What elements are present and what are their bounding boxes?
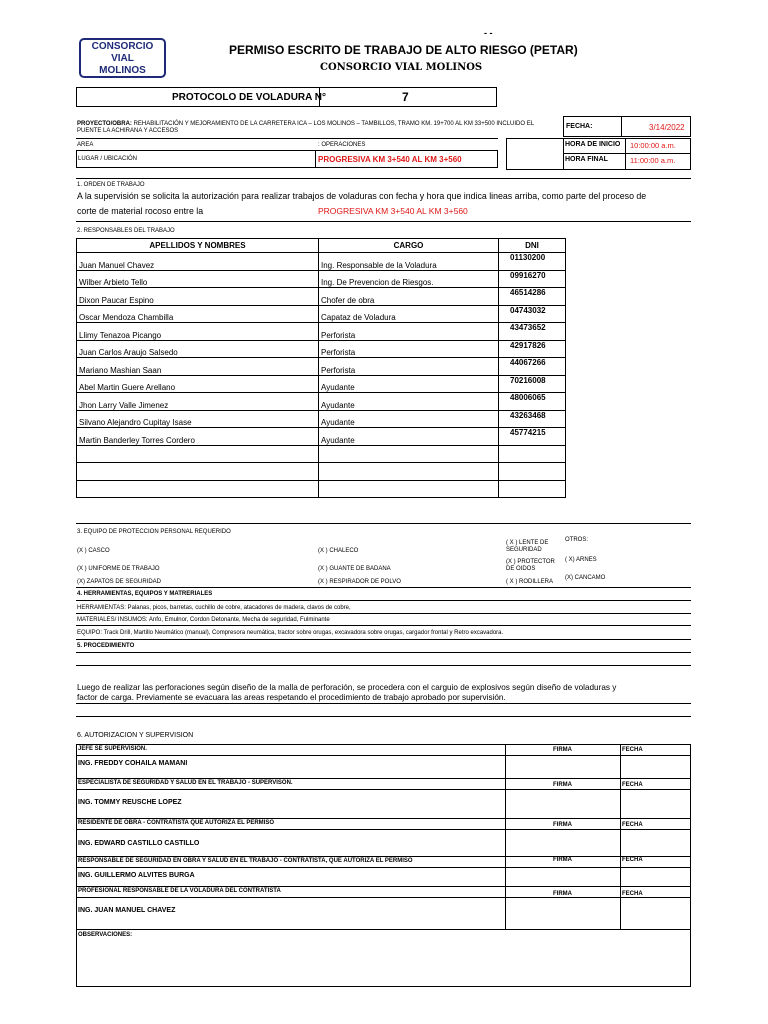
fecha-label: FECHA <box>622 822 643 828</box>
cell-nombre <box>77 480 319 498</box>
table-row <box>77 393 566 411</box>
cell-dni <box>499 445 566 463</box>
auth-name: ING. JUAN MANUEL CHAVEZ <box>78 907 176 914</box>
page-title: PERMISO ESCRITO DE TRABAJO DE ALTO RIESGO (PETAR) <box>229 43 578 57</box>
hora-inicio-label: HORA DE INICIO <box>565 141 621 148</box>
procedimiento-title: 5. PROCEDIMIENTO <box>77 643 135 649</box>
cell-nombre: Mariano Mashian Saan <box>77 358 319 376</box>
cell-cargo: Ing. Responsable de la Voladura <box>319 253 499 271</box>
auth-role: JEFE SE SUPERVISION. <box>78 746 147 752</box>
table-row <box>77 340 566 358</box>
fecha-value: 3/14/2022 <box>649 123 685 132</box>
table-row <box>77 480 566 498</box>
epp-chaleco: (X ) CHALECO <box>318 548 359 554</box>
auth-name: ING. EDWARD CASTILLO CASTILLO <box>78 840 200 847</box>
cell-dni: 45774215 <box>499 428 566 446</box>
fecha-label: FECHA <box>622 747 643 753</box>
divider <box>76 867 505 868</box>
auth-name: ING. GUILLERMO ALVITES BURGA <box>78 872 195 879</box>
herramientas-title: 4. HERRAMIENTAS, EQUIPOS Y MATRERIALES <box>77 591 213 597</box>
hora-inicio-value: 10:00:00 a.m. <box>630 141 676 150</box>
cell-nombre <box>77 445 319 463</box>
cell-dni: 04743032 <box>499 305 566 323</box>
epp-title: 3. EQUIPO DE PROTECCION PERSONAL REQUERIDO <box>77 529 231 535</box>
protocol-label: PROTOCOLO DE VOLADURA N° <box>172 92 327 103</box>
cell-cargo: Perforista <box>319 340 499 358</box>
cell-dni: 09916270 <box>499 270 566 288</box>
hora-final-value: 11:00:00 a.m. <box>630 156 676 165</box>
table-row <box>77 288 566 306</box>
lugar-label: LUGAR / UBICACIÓN <box>78 156 138 162</box>
company-logo <box>79 38 166 78</box>
col-header-dni: DNI <box>499 239 566 253</box>
herramientas-line-1: HERRAMIENTAS: Palanas, picos, barretas, cuchillo de cobre, atacadores de madera, clavos de cobre, <box>77 605 351 611</box>
auth-role: RESPONSABLE DE SEGURIDAD EN OBRA Y SALUD EN EL TRABAJO - CONTRATISTA, QUE AUTORIZA EL PERMISO <box>78 858 413 864</box>
cell-cargo: Ayudante <box>319 428 499 446</box>
cell-cargo: Ayudante <box>319 375 499 393</box>
procedimiento-text <box>77 683 692 703</box>
responsables-title: 2. RESPONSABLES DEL TRABAJO <box>77 228 175 234</box>
fecha-label: FECHA: <box>566 123 593 130</box>
table-row <box>77 358 566 376</box>
fecha-label: FECHA <box>622 857 643 863</box>
cell-cargo: Ayudante <box>319 393 499 411</box>
divider <box>76 778 691 779</box>
auth-role: ESPECIALISTA DE SEGURIDAD Y SALUD EN EL TRABAJO - SUPERVISON. <box>78 780 293 786</box>
table-row <box>77 305 566 323</box>
project-label: PROYECTO/OBRA: <box>77 121 132 127</box>
divider <box>505 789 691 790</box>
orden-line-1: A la supervisión se solicita la autorización para realizar trabajos de voladuras con fecha y hora que indica lineas arriba, como parte del proceso de <box>77 191 647 201</box>
auth-role: RESIDENTE DE OBRA - CONTRATISTA QUE AUTORIZA EL PERMISO <box>78 820 275 826</box>
area-value: : OPERACIONES <box>318 142 366 148</box>
epp-protector: (X ) PROTECTOR DE OIDOS <box>506 559 555 572</box>
epp-rodillera: ( X ) RODILLERA <box>506 579 554 585</box>
divider <box>505 867 691 868</box>
divider <box>76 886 691 887</box>
fecha-label: FECHA <box>622 782 643 788</box>
fecha-label: FECHA <box>622 891 643 897</box>
cell-cargo: Perforista <box>319 358 499 376</box>
cell-nombre: Juan Manuel Chavez <box>77 253 319 271</box>
cell-nombre <box>77 463 319 481</box>
divider <box>505 897 691 898</box>
herramientas-line-3: EQUIPO: Track Drill, Martillo Neumático (manual), Compresora neumática, tractor sobre orugas, excavadora sobre orugas, cargador frontal y Retro excavadora. <box>77 630 504 636</box>
cell-dni: 70216008 <box>499 375 566 393</box>
cell-dni <box>499 463 566 481</box>
cell-nombre: Abel Martin Guere Arellano <box>77 375 319 393</box>
divider <box>76 829 505 830</box>
divider <box>76 789 505 790</box>
cell-dni: 46514286 <box>499 288 566 306</box>
divider <box>76 897 505 898</box>
auth-name: ING. TOMMY REUSCHE LOPEZ <box>78 799 182 806</box>
logo-line-1: CONSORCIO <box>91 41 154 52</box>
cell-cargo: Chofer de obra <box>319 288 499 306</box>
epp-otros: OTROS: <box>565 537 589 543</box>
divider <box>76 818 691 819</box>
table-row <box>77 428 566 446</box>
divider <box>505 755 691 756</box>
logo-line-2: VIAL <box>111 53 134 64</box>
project-text: REHABILITACIÓN Y MEJORAMIENTO DE LA CARRETERA ICA – LOS MOLINOS – TAMBILLOS, TRAMO KM. 19+700 AL KM 33+500 INCLUIDO EL PUENTE LA ACHIRANA Y ACCESOS <box>77 121 534 134</box>
protocol-number: 7 <box>402 90 409 104</box>
cell-cargo <box>319 480 499 498</box>
area-label: AREA <box>77 142 94 148</box>
cell-cargo: Capataz de Voladura <box>319 305 499 323</box>
epp-guante: (X ) GUANTE DE BADANA <box>318 566 391 572</box>
table-row <box>77 410 566 428</box>
firma-label: FIRMA <box>553 782 572 788</box>
orden-progresiva: PROGRESIVA KM 3+540 AL KM 3+560 <box>318 206 468 216</box>
cell-dni: 43473652 <box>499 323 566 341</box>
firma-label: FIRMA <box>553 747 572 753</box>
col-header-nombres: APELLIDOS Y NOMBRES <box>77 239 319 253</box>
page-subtitle: CONSORCIO VIAL MOLINOS <box>320 62 483 73</box>
autorizacion-title: 6. AUTORIZACION Y SUPERVISION <box>77 732 194 739</box>
divider <box>76 755 505 756</box>
procedimiento-line-1: Luego de realizar las perforaciones según diseño de la malla de perforación, se procedera con el carguio de explosivos según diseño de voladuras y <box>77 683 617 692</box>
cell-nombre: Dixon Paucar Espino <box>77 288 319 306</box>
auth-role: PROFESIONAL RESPONSABLE DE LA VOLADURA DEL CONTRATISTA <box>78 888 281 894</box>
cell-nombre: Oscar Mendoza Chambilla <box>77 305 319 323</box>
logo-line-3: MOLINOS <box>99 65 146 76</box>
responsables-table <box>76 238 566 498</box>
cell-dni: 44067266 <box>499 358 566 376</box>
observaciones-label: OBSERVACIONES: <box>78 932 133 938</box>
cell-dni <box>499 480 566 498</box>
cell-dni: 43263468 <box>499 410 566 428</box>
divider <box>76 856 691 857</box>
epp-uniforme: (X ) UNIFORME DE TRABAJO <box>77 566 160 572</box>
epp-lente: ( X ) LENTE DE SEGURIDAD <box>506 540 549 553</box>
orden-line-2: corte de material rocoso entre la <box>77 206 204 216</box>
cell-cargo: Ayudante <box>319 410 499 428</box>
cell-nombre: Juan Carlos Araujo Salsedo <box>77 340 319 358</box>
col-header-cargo: CARGO <box>319 239 499 253</box>
cell-dni: 01130200 <box>499 253 566 271</box>
table-row <box>77 253 566 271</box>
epp-respirador: (X ) RESPIRADOR DE POLVO <box>318 579 401 585</box>
cell-nombre: Wilber Arbieto Tello <box>77 270 319 288</box>
cell-nombre: Llimy Tenazoa Picango <box>77 323 319 341</box>
firma-label: FIRMA <box>553 891 572 897</box>
epp-zapatos: (X) ZAPATOS DE SEGURIDAD <box>77 579 162 585</box>
cell-cargo: Ing. De Prevencion de Riesgos. <box>319 270 499 288</box>
table-row <box>77 323 566 341</box>
project-description <box>77 121 547 135</box>
epp-cancamo: (X) CANCAMO <box>565 575 606 581</box>
header-mark: - - <box>484 28 493 38</box>
cell-nombre: Martin Banderley Torres Cordero <box>77 428 319 446</box>
table-row <box>77 270 566 288</box>
divider <box>76 929 691 930</box>
epp-casco: (X ) CASCO <box>77 548 110 554</box>
firma-label: FIRMA <box>553 857 572 863</box>
orden-title: 1. ORDEN DE TRABAJO <box>77 182 145 188</box>
divider <box>505 829 691 830</box>
cell-nombre: Jhon Larry Valle Jimenez <box>77 393 319 411</box>
auth-name: ING. FREDDY COHAILA MAMANI <box>78 760 188 767</box>
cell-cargo <box>319 445 499 463</box>
procedimiento-line-2: factor de carga. Previamente se evacuara las areas respetando el procedimiento de trabajo aprobado por supervisión. <box>77 693 506 702</box>
cell-cargo <box>319 463 499 481</box>
cell-cargo: Perforista <box>319 323 499 341</box>
cell-dni: 48006065 <box>499 393 566 411</box>
herramientas-line-2: MATERIALES/ INSUMOS: Anfo, Emulnor, Cordon Detonante, Mecha de seguridad, Fulminante <box>77 617 330 623</box>
cell-dni: 42917826 <box>499 340 566 358</box>
cell-nombre: Silvano Alejandro Cupitay Isase <box>77 410 319 428</box>
hora-final-label: HORA FINAL <box>565 156 608 163</box>
table-row <box>77 445 566 463</box>
table-row <box>77 463 566 481</box>
epp-arnes: ( X) ARNES <box>565 557 597 563</box>
firma-label: FIRMA <box>553 822 572 828</box>
table-row <box>77 375 566 393</box>
lugar-value: PROGRESIVA KM 3+540 AL KM 3+560 <box>318 155 462 164</box>
